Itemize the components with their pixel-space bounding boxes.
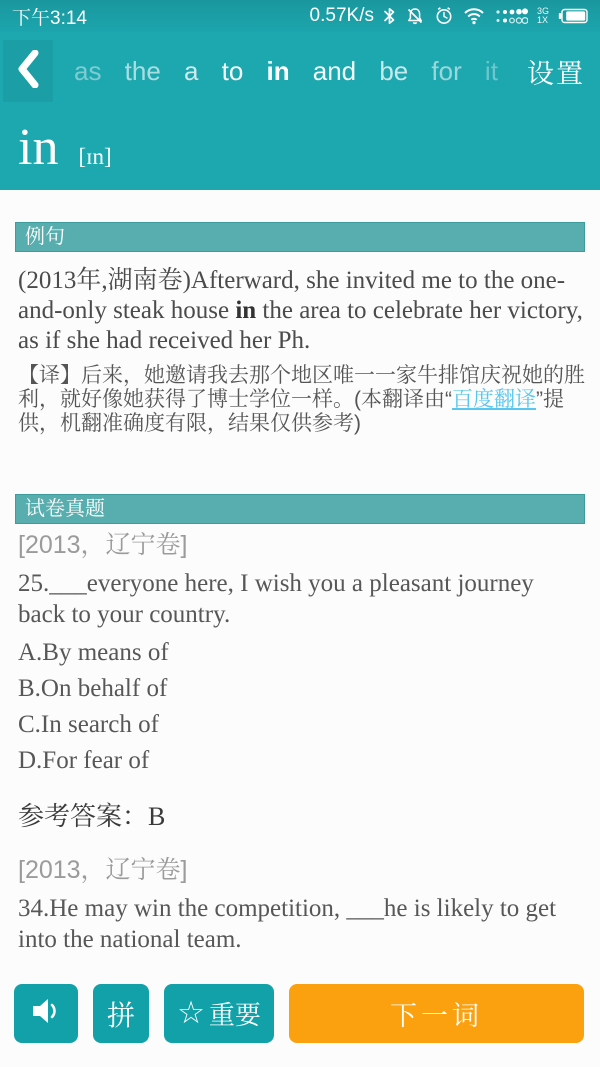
example-sentence: (2013年,湖南卷)Afterward, she invited me to the one-and-only steak house in the area to celebrate her victory, as if she had received her Ph. [18, 267, 583, 354]
bluetooth-icon [383, 6, 396, 26]
carousel-word[interactable]: it [484, 55, 498, 86]
dual-sim-signal-icon [494, 7, 528, 25]
nav-bar [0, 32, 600, 110]
example-translation: 【译】后来，她邀请我去那个地区唯一一家牛排馆庆祝她的胜利，就好像她获得了博士学位一样。(本翻译由“百度翻译”提供，机翻准确度有限，结果仅供参考) [18, 364, 585, 435]
wifi-icon [463, 7, 485, 25]
headword: in [18, 119, 59, 176]
carousel-word[interactable]: a [183, 55, 199, 86]
carousel-word-current[interactable]: in [266, 55, 290, 86]
exam-option-c: C.In search of [18, 711, 159, 738]
carousel-word[interactable]: and [312, 55, 357, 86]
content-scroll-area[interactable] [0, 190, 600, 1067]
carousel-word[interactable]: for [431, 55, 462, 86]
baidu-translate-link[interactable]: 百度翻译 [452, 388, 536, 411]
exam-source: [2013，辽宁卷] [18, 531, 188, 559]
exam-question: 34.He may win the competition, ___he is likely to get into the national team. [18, 895, 557, 953]
network-type: 3G 1X [536, 6, 549, 25]
word-header [18, 108, 590, 190]
pronounce-button[interactable] [14, 984, 78, 1043]
mark-important-button[interactable] [164, 984, 274, 1043]
word-carousel[interactable] [74, 32, 498, 110]
important-label: 重要 [208, 1000, 261, 1030]
exam-answer: 参考答案：B [18, 801, 166, 831]
carousel-word[interactable]: as [74, 55, 102, 86]
carousel-word[interactable]: the [124, 55, 161, 86]
example-keyword: in [235, 297, 257, 324]
speaker-icon [29, 995, 63, 1032]
exam-section-header: 试卷真题 [15, 494, 585, 524]
mute-bell-icon [405, 6, 425, 26]
carousel-word[interactable]: to [221, 55, 244, 86]
example-section-header: 例句 [15, 222, 585, 252]
back-button[interactable] [3, 40, 53, 102]
clock: 下午3:14 [12, 7, 87, 29]
back-chevron-icon [17, 50, 39, 93]
spelling-button[interactable]: 拼 [93, 984, 149, 1043]
star-icon: ☆ [177, 995, 205, 1030]
bottom-toolbar [14, 984, 584, 1043]
carousel-word[interactable]: be [379, 55, 409, 86]
next-word-button[interactable]: 下一词 [289, 984, 584, 1043]
exam-source: [2013，辽宁卷] [18, 856, 188, 884]
exam-option-b: B.On behalf of [18, 675, 168, 702]
exam-option-a: A.By means of [18, 639, 169, 666]
settings-button[interactable]: 设置 [527, 58, 585, 89]
battery-icon [558, 8, 588, 24]
network-speed: 0.57K/s [309, 5, 374, 26]
phonetic: [ɪn] [78, 144, 112, 169]
alarm-icon [434, 6, 454, 26]
status-bar [0, 0, 600, 32]
exam-question: 25.___everyone here, I wish you a pleasant journey back to your country. [18, 570, 534, 628]
exam-option-d: D.For fear of [18, 747, 150, 774]
